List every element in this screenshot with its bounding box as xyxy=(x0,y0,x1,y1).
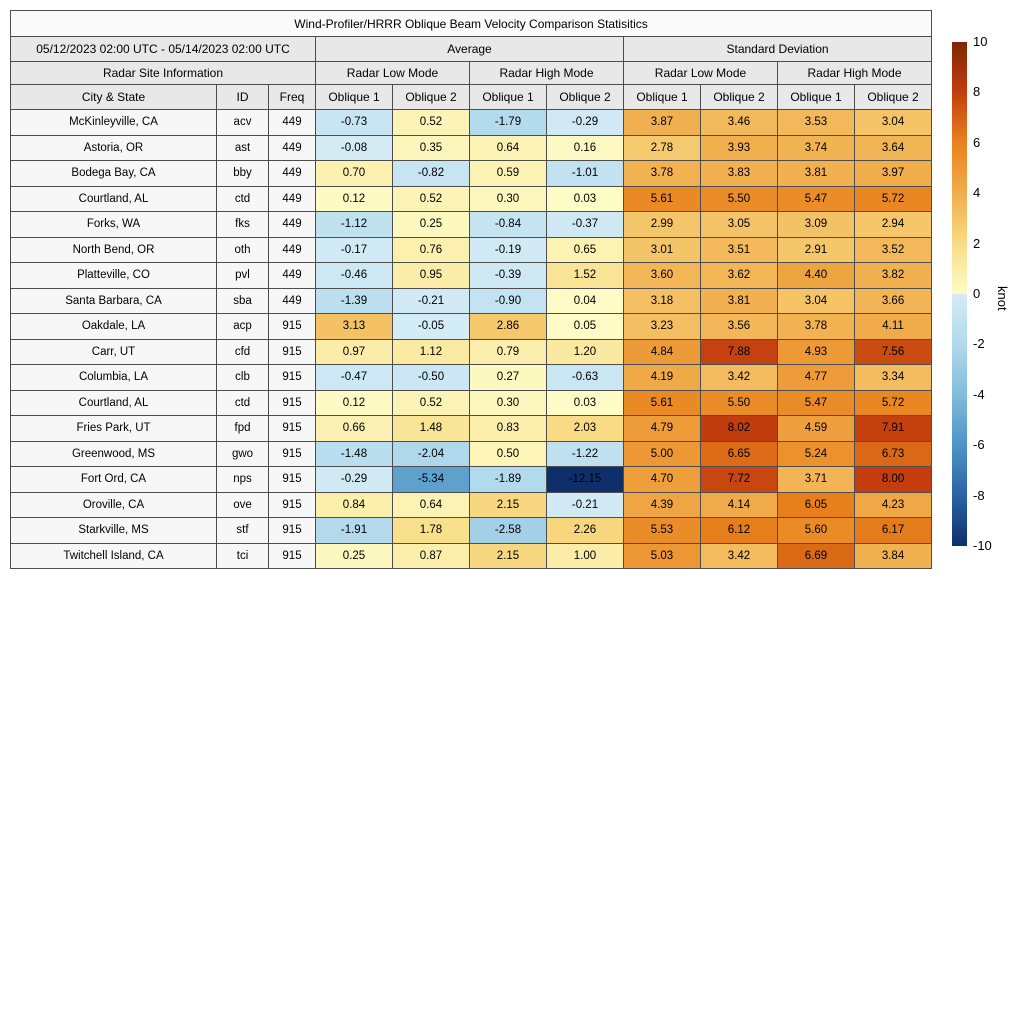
cell-id: sba xyxy=(217,288,269,314)
column-header-city: City & State xyxy=(11,85,217,110)
value-cell: 4.39 xyxy=(624,492,701,518)
group-header-average: Average xyxy=(316,37,624,62)
value-cell: 4.79 xyxy=(624,416,701,442)
colorbar-tick-label: 0 xyxy=(973,286,981,301)
value-cell: 3.56 xyxy=(701,314,778,340)
value-cell: 3.05 xyxy=(701,212,778,238)
table-row xyxy=(11,237,932,263)
value-cell: 5.53 xyxy=(624,518,701,544)
cell-freq: 449 xyxy=(269,237,316,263)
value-cell: -5.34 xyxy=(393,467,470,493)
value-cell: 3.84 xyxy=(855,543,932,569)
value-cell: 0.64 xyxy=(393,492,470,518)
value-cell: 4.11 xyxy=(855,314,932,340)
value-cell: 0.64 xyxy=(470,135,547,161)
value-cell: 3.46 xyxy=(701,110,778,136)
value-cell: 0.25 xyxy=(393,212,470,238)
column-header-freq: Freq xyxy=(269,85,316,110)
table-row xyxy=(11,416,932,442)
value-cell: -0.05 xyxy=(393,314,470,340)
cell-city: Courtland, AL xyxy=(11,186,217,212)
value-cell: -2.04 xyxy=(393,441,470,467)
column-header-oblique1: Oblique 1 xyxy=(624,85,701,110)
cell-id: clb xyxy=(217,365,269,391)
cell-freq: 449 xyxy=(269,186,316,212)
cell-id: tci xyxy=(217,543,269,569)
value-cell: 3.62 xyxy=(701,263,778,289)
cell-city: McKinleyville, CA xyxy=(11,110,217,136)
cell-id: ove xyxy=(217,492,269,518)
table-row xyxy=(11,314,932,340)
cell-freq: 915 xyxy=(269,390,316,416)
cell-freq: 449 xyxy=(269,135,316,161)
cell-freq: 915 xyxy=(269,339,316,365)
value-cell: 0.66 xyxy=(316,416,393,442)
value-cell: -0.19 xyxy=(470,237,547,263)
value-cell: -1.39 xyxy=(316,288,393,314)
value-cell: 6.17 xyxy=(855,518,932,544)
value-cell: 3.83 xyxy=(701,161,778,187)
table-row xyxy=(11,492,932,518)
value-cell: -1.79 xyxy=(470,110,547,136)
cell-city: Forks, WA xyxy=(11,212,217,238)
cell-freq: 915 xyxy=(269,314,316,340)
value-cell: 4.23 xyxy=(855,492,932,518)
value-cell: -1.22 xyxy=(547,441,624,467)
cell-id: gwo xyxy=(217,441,269,467)
value-cell: 0.84 xyxy=(316,492,393,518)
column-header-oblique2: Oblique 2 xyxy=(393,85,470,110)
cell-id: ctd xyxy=(217,390,269,416)
cell-city: Fries Park, UT xyxy=(11,416,217,442)
value-cell: 0.76 xyxy=(393,237,470,263)
value-cell: -1.01 xyxy=(547,161,624,187)
date-range-label: 05/12/2023 02:00 UTC - 05/14/2023 02:00 UTC xyxy=(11,37,316,62)
value-cell: 2.15 xyxy=(470,543,547,569)
cell-id: ast xyxy=(217,135,269,161)
value-cell: 0.12 xyxy=(316,186,393,212)
colorbar-tick-label: 6 xyxy=(973,134,981,150)
value-cell: 1.78 xyxy=(393,518,470,544)
value-cell: -0.82 xyxy=(393,161,470,187)
value-cell: 5.72 xyxy=(855,186,932,212)
value-cell: -0.73 xyxy=(316,110,393,136)
table-row xyxy=(11,288,932,314)
value-cell: 4.77 xyxy=(778,365,855,391)
value-cell: 3.74 xyxy=(778,135,855,161)
value-cell: 0.04 xyxy=(547,288,624,314)
comparison-table xyxy=(10,10,932,569)
cell-freq: 915 xyxy=(269,543,316,569)
value-cell: 6.73 xyxy=(855,441,932,467)
value-cell: 3.42 xyxy=(701,365,778,391)
value-cell: 3.34 xyxy=(855,365,932,391)
value-cell: 0.50 xyxy=(470,441,547,467)
value-cell: 3.51 xyxy=(701,237,778,263)
cell-freq: 449 xyxy=(269,263,316,289)
column-header-oblique2: Oblique 2 xyxy=(547,85,624,110)
value-cell: 3.81 xyxy=(701,288,778,314)
value-cell: 6.65 xyxy=(701,441,778,467)
value-cell: 3.52 xyxy=(855,237,932,263)
value-cell: 0.27 xyxy=(470,365,547,391)
value-cell: 5.61 xyxy=(624,186,701,212)
value-cell: 4.40 xyxy=(778,263,855,289)
cell-id: fks xyxy=(217,212,269,238)
value-cell: 0.03 xyxy=(547,390,624,416)
value-cell: 0.83 xyxy=(470,416,547,442)
value-cell: 3.01 xyxy=(624,237,701,263)
statistics-table xyxy=(10,10,932,569)
value-cell: 0.97 xyxy=(316,339,393,365)
table-row xyxy=(11,212,932,238)
table-row xyxy=(11,543,932,569)
value-cell: -0.50 xyxy=(393,365,470,391)
value-cell: 5.61 xyxy=(624,390,701,416)
value-cell: -0.29 xyxy=(316,467,393,493)
table-row xyxy=(11,135,932,161)
cell-city: Santa Barbara, CA xyxy=(11,288,217,314)
colorbar-tick-label: -10 xyxy=(973,538,992,553)
cell-city: Oroville, CA xyxy=(11,492,217,518)
value-cell: 5.00 xyxy=(624,441,701,467)
value-cell: 5.03 xyxy=(624,543,701,569)
colorbar-tick-label: 8 xyxy=(973,84,981,100)
value-cell: 3.87 xyxy=(624,110,701,136)
cell-freq: 449 xyxy=(269,212,316,238)
cell-city: Carr, UT xyxy=(11,339,217,365)
std-low-mode-header: Radar Low Mode xyxy=(624,62,778,85)
cell-city: Platteville, CO xyxy=(11,263,217,289)
value-cell: 3.04 xyxy=(855,110,932,136)
value-cell: 3.23 xyxy=(624,314,701,340)
column-header-oblique1: Oblique 1 xyxy=(470,85,547,110)
value-cell: 3.53 xyxy=(778,110,855,136)
cell-freq: 449 xyxy=(269,161,316,187)
table-row xyxy=(11,390,932,416)
colorbar-unit-label: knot xyxy=(995,285,1010,311)
value-cell: 0.65 xyxy=(547,237,624,263)
table-row xyxy=(11,365,932,391)
value-cell: -0.21 xyxy=(393,288,470,314)
value-cell: 7.88 xyxy=(701,339,778,365)
value-cell: -0.46 xyxy=(316,263,393,289)
cell-freq: 915 xyxy=(269,441,316,467)
value-cell: 3.78 xyxy=(624,161,701,187)
value-cell: -0.90 xyxy=(470,288,547,314)
colorbar-tick-label: 10 xyxy=(973,34,988,49)
cell-freq: 449 xyxy=(269,110,316,136)
value-cell: 2.94 xyxy=(855,212,932,238)
value-cell: 4.14 xyxy=(701,492,778,518)
value-cell: 5.72 xyxy=(855,390,932,416)
colorbar-tick-label: 4 xyxy=(973,185,981,201)
cell-id: nps xyxy=(217,467,269,493)
value-cell: 6.69 xyxy=(778,543,855,569)
group-header-standard-deviation: Standard Deviation xyxy=(624,37,932,62)
cell-city: Astoria, OR xyxy=(11,135,217,161)
cell-id: pvl xyxy=(217,263,269,289)
table-row xyxy=(11,518,932,544)
column-header-oblique2: Oblique 2 xyxy=(701,85,778,110)
value-cell: 3.18 xyxy=(624,288,701,314)
cell-freq: 449 xyxy=(269,288,316,314)
value-cell: 3.71 xyxy=(778,467,855,493)
value-cell: 4.59 xyxy=(778,416,855,442)
value-cell: 2.15 xyxy=(470,492,547,518)
value-cell: -1.89 xyxy=(470,467,547,493)
cell-id: cfd xyxy=(217,339,269,365)
value-cell: -1.12 xyxy=(316,212,393,238)
cell-freq: 915 xyxy=(269,467,316,493)
value-cell: 0.16 xyxy=(547,135,624,161)
cell-freq: 915 xyxy=(269,365,316,391)
value-cell: 4.93 xyxy=(778,339,855,365)
value-cell: 0.95 xyxy=(393,263,470,289)
value-cell: 3.81 xyxy=(778,161,855,187)
value-cell: 1.48 xyxy=(393,416,470,442)
value-cell: 7.91 xyxy=(855,416,932,442)
value-cell: 7.56 xyxy=(855,339,932,365)
table-row xyxy=(11,110,932,136)
value-cell: 3.60 xyxy=(624,263,701,289)
cell-id: oth xyxy=(217,237,269,263)
cell-city: Twitchell Island, CA xyxy=(11,543,217,569)
cell-id: acv xyxy=(217,110,269,136)
value-cell: -0.63 xyxy=(547,365,624,391)
value-cell: 0.70 xyxy=(316,161,393,187)
cell-city: Fort Ord, CA xyxy=(11,467,217,493)
value-cell: 5.47 xyxy=(778,390,855,416)
value-cell: 0.30 xyxy=(470,186,547,212)
value-cell: 5.50 xyxy=(701,390,778,416)
cell-id: fpd xyxy=(217,416,269,442)
value-cell: 0.87 xyxy=(393,543,470,569)
value-cell: 0.03 xyxy=(547,186,624,212)
value-cell: -1.91 xyxy=(316,518,393,544)
value-cell: 3.42 xyxy=(701,543,778,569)
table-row xyxy=(11,186,932,212)
cell-freq: 915 xyxy=(269,518,316,544)
value-cell: 2.78 xyxy=(624,135,701,161)
value-cell: -1.48 xyxy=(316,441,393,467)
value-cell: 4.19 xyxy=(624,365,701,391)
value-cell: 3.78 xyxy=(778,314,855,340)
cell-city: Starkville, MS xyxy=(11,518,217,544)
std-high-mode-header: Radar High Mode xyxy=(778,62,932,85)
value-cell: 3.97 xyxy=(855,161,932,187)
cell-freq: 915 xyxy=(269,416,316,442)
value-cell: -0.37 xyxy=(547,212,624,238)
colorbar-tick-label: 2 xyxy=(973,235,981,251)
table-row xyxy=(11,441,932,467)
cell-id: bby xyxy=(217,161,269,187)
value-cell: -0.17 xyxy=(316,237,393,263)
value-cell: 3.66 xyxy=(855,288,932,314)
value-cell: 6.12 xyxy=(701,518,778,544)
cell-city: North Bend, OR xyxy=(11,237,217,263)
site-info-header: Radar Site Information xyxy=(11,62,316,85)
value-cell: 0.79 xyxy=(470,339,547,365)
value-cell: 8.00 xyxy=(855,467,932,493)
value-cell: 5.47 xyxy=(778,186,855,212)
value-cell: 3.13 xyxy=(316,314,393,340)
value-cell: -0.21 xyxy=(547,492,624,518)
value-cell: -0.47 xyxy=(316,365,393,391)
table-row xyxy=(11,339,932,365)
value-cell: 2.86 xyxy=(470,314,547,340)
cell-id: acp xyxy=(217,314,269,340)
value-cell: 8.02 xyxy=(701,416,778,442)
value-cell: 7.72 xyxy=(701,467,778,493)
value-cell: 3.64 xyxy=(855,135,932,161)
value-cell: 2.26 xyxy=(547,518,624,544)
column-header-id: ID xyxy=(217,85,269,110)
value-cell: 4.70 xyxy=(624,467,701,493)
colorbar-tick-label: -8 xyxy=(973,487,985,503)
value-cell: 0.52 xyxy=(393,110,470,136)
value-cell: 0.12 xyxy=(316,390,393,416)
column-header-oblique1: Oblique 1 xyxy=(316,85,393,110)
colorbar-tick-label: -4 xyxy=(973,386,985,402)
cell-id: stf xyxy=(217,518,269,544)
value-cell: 0.30 xyxy=(470,390,547,416)
value-cell: -12.15 xyxy=(547,467,624,493)
column-header-oblique1: Oblique 1 xyxy=(778,85,855,110)
colorbar-gradient xyxy=(952,42,967,546)
value-cell: 1.00 xyxy=(547,543,624,569)
cell-city: Bodega Bay, CA xyxy=(11,161,217,187)
value-cell: 0.35 xyxy=(393,135,470,161)
value-cell: 5.60 xyxy=(778,518,855,544)
value-cell: 4.84 xyxy=(624,339,701,365)
value-cell: -2.58 xyxy=(470,518,547,544)
value-cell: -0.39 xyxy=(470,263,547,289)
avg-high-mode-header: Radar High Mode xyxy=(470,62,624,85)
value-cell: 3.09 xyxy=(778,212,855,238)
value-cell: 5.24 xyxy=(778,441,855,467)
colorbar-tick-label: -2 xyxy=(973,336,985,352)
value-cell: -0.08 xyxy=(316,135,393,161)
cell-city: Courtland, AL xyxy=(11,390,217,416)
value-cell: -0.29 xyxy=(547,110,624,136)
chart-title: Wind-Profiler/HRRR Oblique Beam Velocity Comparison Statisitics xyxy=(11,11,932,37)
value-cell: 1.12 xyxy=(393,339,470,365)
value-cell: 3.04 xyxy=(778,288,855,314)
value-cell: 0.52 xyxy=(393,390,470,416)
cell-id: ctd xyxy=(217,186,269,212)
cell-city: Columbia, LA xyxy=(11,365,217,391)
value-cell: 5.50 xyxy=(701,186,778,212)
value-cell: 2.03 xyxy=(547,416,624,442)
table-row xyxy=(11,467,932,493)
value-cell: 0.05 xyxy=(547,314,624,340)
cell-city: Greenwood, MS xyxy=(11,441,217,467)
table-row xyxy=(11,161,932,187)
value-cell: 0.52 xyxy=(393,186,470,212)
table-row xyxy=(11,263,932,289)
colorbar-tick-label: -6 xyxy=(973,437,985,453)
value-cell: 6.05 xyxy=(778,492,855,518)
value-cell: 0.25 xyxy=(316,543,393,569)
value-cell: 1.52 xyxy=(547,263,624,289)
avg-low-mode-header: Radar Low Mode xyxy=(316,62,470,85)
value-cell: 3.93 xyxy=(701,135,778,161)
value-cell: 2.99 xyxy=(624,212,701,238)
cell-city: Oakdale, LA xyxy=(11,314,217,340)
value-cell: 0.59 xyxy=(470,161,547,187)
cell-freq: 915 xyxy=(269,492,316,518)
value-cell: 1.20 xyxy=(547,339,624,365)
value-cell: 3.82 xyxy=(855,263,932,289)
value-cell: -0.84 xyxy=(470,212,547,238)
value-cell: 2.91 xyxy=(778,237,855,263)
column-header-oblique2: Oblique 2 xyxy=(855,85,932,110)
